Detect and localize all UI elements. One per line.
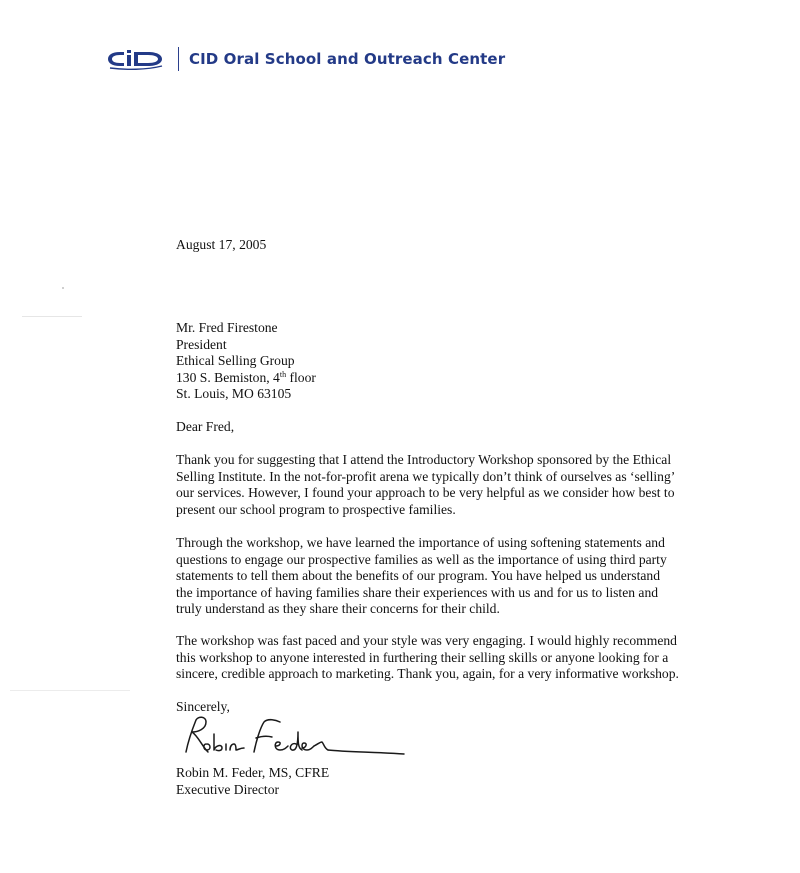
signer-title: Executive Director <box>176 781 280 797</box>
scan-speck <box>10 690 130 691</box>
signer-block <box>176 765 329 798</box>
recipient-street-suffix: floor <box>286 369 316 385</box>
recipient-title: President <box>176 336 227 352</box>
letterhead-divider <box>178 47 179 71</box>
recipient-city: St. Louis, MO 63105 <box>176 386 292 401</box>
signer-name: Robin M. Feder, MS, CFRE <box>176 765 330 780</box>
paragraph-line: statements to tell them about the benefits of our program. You have helped us understand <box>176 568 660 583</box>
recipient-street-prefix: 130 S. Bemiston, 4 <box>176 369 280 385</box>
paragraph-line: The workshop was fast paced and your style was very engaging. I would highly recommend <box>176 633 677 648</box>
paragraph-2 <box>176 535 667 618</box>
paragraph-1 <box>176 452 675 518</box>
paragraph-line: questions to engage our prospective families as well as the importance of using third party <box>176 551 667 567</box>
closing: Sincerely, <box>176 699 230 714</box>
recipient-street-sup: th <box>279 369 287 379</box>
recipient-name: Mr. Fred Firestone <box>176 320 278 335</box>
recipient-address <box>176 320 316 403</box>
handwritten-signature <box>176 712 408 762</box>
paragraph-line: sincere, credible approach to marketing. Thank you, again, for a very informative workshop. <box>176 666 679 681</box>
letterhead <box>106 44 505 74</box>
paragraph-line: this workshop to anyone interested in furthering their selling skills or anyone looking for a <box>176 649 669 665</box>
paragraph-line: Thank you for suggesting that I attend the Introductory Workshop sponsored by the Ethical <box>176 452 672 467</box>
paragraph-line: truly understand as they share their concerns for their child. <box>176 601 500 616</box>
paragraph-line: the importance of having families share their experiences with us and for us to listen and <box>176 584 659 600</box>
scan-speck <box>62 287 64 289</box>
cid-logo-icon <box>106 46 164 72</box>
paragraph-line: present our school program to prospective families. <box>176 501 456 517</box>
salutation: Dear Fred, <box>176 419 235 434</box>
paragraph-3 <box>176 633 679 683</box>
paragraph-line: our services. However, I found your approach to be very helpful as we consider how best to <box>176 485 675 500</box>
recipient-company: Ethical Selling Group <box>176 353 295 368</box>
paragraph-line: Selling Institute. In the not-for-profit arena we typically don’t think of ourselves as ‘selling’ <box>176 468 676 484</box>
org-name: CID Oral School and Outreach Center <box>189 50 506 68</box>
scan-speck <box>22 316 82 317</box>
letter-date: August 17, 2005 <box>176 237 267 252</box>
paragraph-line: Through the workshop, we have learned the importance of using softening statements and <box>176 535 665 550</box>
recipient-street <box>176 370 316 387</box>
